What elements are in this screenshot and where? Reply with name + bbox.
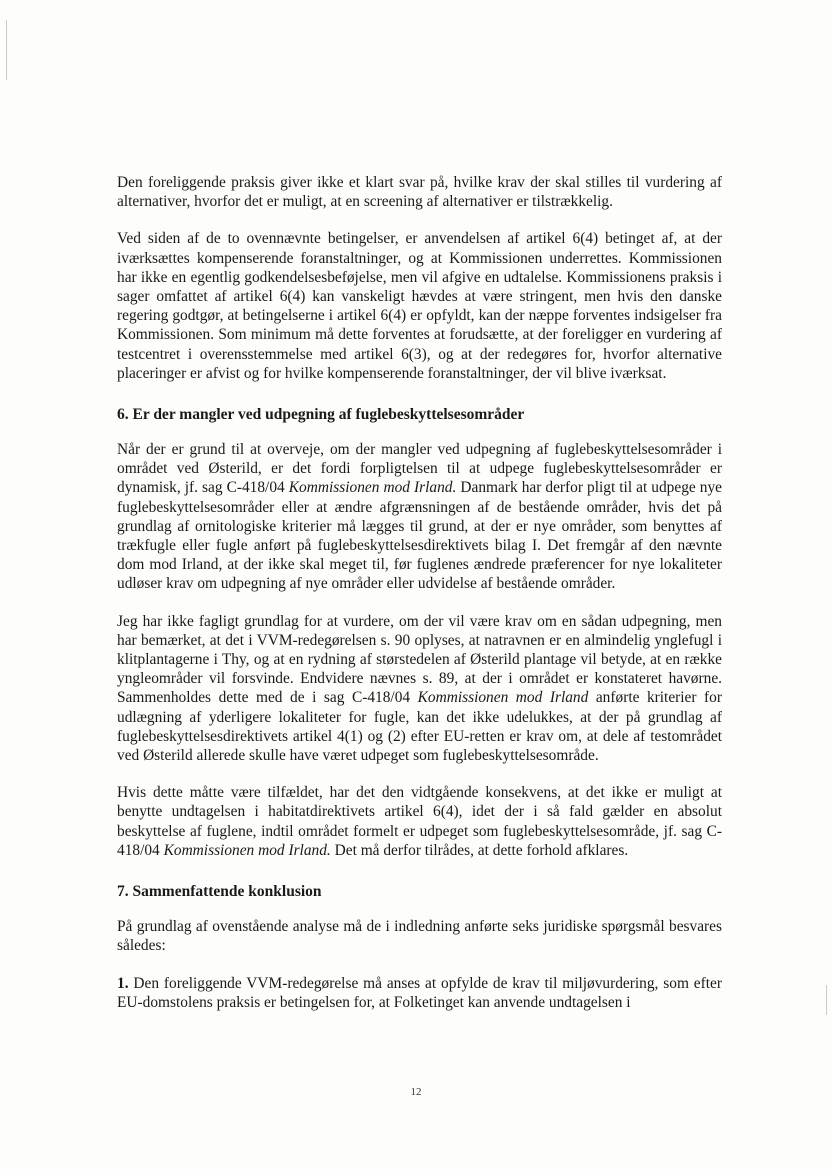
list-number: 1. [117,974,129,992]
scan-line-left [6,20,7,80]
paragraph: Ved siden af de to ovennævnte betingelser, er anvendelsen af artikel 6(4) betinget af, at der iværksættes kompenserende foranstaltninger, og at Kommissionen underrettes. Kommissionen har ikke en egentlig godkendelsesbeføjelse, men vil afgive en udtalelse. Kommissionens praksis i sager omfattet af artikel 6(4) kan vanskeligt hævdes at være stringent, men hvis den danske regering godtgør, at betingelserne i artikel 6(4) er opfyldt, kan der næppe forventes indsigelser fra Kommissionen. Som minimum må dette forventes at forudsætte, at der foreligger en vurdering af testcentret i overensstemmelse med artikel 6(3), og at der redegøres for, hvorfor alternative placeringer er afvist og for hvilke kompenserende foranstaltninger, der vil blive iværksat. [117,230,722,382]
text-run: Danmark har derfor pligt til at udpege nye fuglebeskyttelsesområder eller at ændre afgrænsningen af de bestående områder, hvis det på grundlag af ornitologiske kriterier må lægges til grund, at der er nye områder, som benyttes af trækfugle eller fugle anført på fuglebeskyttelsesdirektivets bilag I. Det fremgår af den nævnte dom mod Irland, at der ikke skal meget til, før fuglenes ændrede præferencer for nye lokaliteter udløser krav om udpegning af nye områder eller udvidelse af bestående områder. [117,479,723,593]
text-run: Hvis dette måtte være tilfældet, har det den vidtgående konsekvens, at det ikke er muligt at benytte undtagelsen i habitatdirektivets artikel 6(4), idet der i så fald gælder en absolut beskyttelse af fuglene, indtil området formelt er udpeget som fuglebeskyttelsesområde, jf. sag C-418/04 [117,784,722,859]
section-heading-6: 6. Er der mangler ved udpegning af fuglebeskyttelsesområder [117,406,525,424]
text-run: Når der er grund til at overveje, om der mangler ved udpegning af fuglebeskyttelsesområder i området ved Østerild, er det fordi forpligtelsen til at udpege fuglebeskyttelsesområder er dynamisk, jf. sag C-418/04 [117,441,722,497]
case-name: Kommissionen mod Irland [417,689,589,707]
text-run: anførte kriterier for udlægning af yderligere lokaliteter for fugle, kan det ikke udelukkes, at der på grundlag af fuglebeskyttelsesdirektivets artikel 4(1) og (2) efter EU-retten er krav om, at dele af testområdet ved Østerild allerede skulle have været udpeget som fuglebeskyttelsesområde. [117,689,722,765]
document-body [117,173,722,1012]
scan-line-right [826,985,827,1015]
case-name: Kommissionen mod Irland. [288,479,457,497]
paragraph [117,974,722,1012]
paragraph [117,440,722,594]
text-run: Jeg har ikke fagligt grundlag for at vurdere, om der vil være krav om en sådan udpegning, men har bemærket, at det i VVM-redegørelsen s. 90 oplyses, at natravnen er en almindelig ynglefugl i klitplantagerne i Thy, og at en rydning af størstedelen af Østerild plantage vil betyde, at en række yngleområder vil forsvinde. Endvidere nævnes s. 89, at der i området er konstateret havørne. Sammenholdes dette med de i sag C-418/04 [117,612,722,707]
paragraph: Den foreliggende praksis giver ikke et klart svar på, hvilke krav der skal stilles til vurdering af alternativer, hvorfor det er muligt, at en screening af alternativer er tilstrækkelig. [117,174,722,211]
case-name: Kommissionen mod Irland. [163,841,331,859]
text-run: Den foreliggende VVM-redegørelse må anses at opfylde de krav til miljøvurdering, som efter EU-domstolens praksis er betingelsen for, at Folketinget kan anvende undtagelsen i [117,974,722,1011]
page-number: 12 [410,1086,422,1098]
paragraph [117,783,722,860]
section-heading-7: 7. Sammenfattende konklusion [117,883,322,901]
paragraph: På grundlag af ovenstående analyse må de i indledning anførte seks juridiske spørgsmål besvares således: [117,918,722,955]
text-run: Det må derfor tilrådes, at dette forhold afklares. [330,841,629,859]
paragraph [117,612,722,766]
